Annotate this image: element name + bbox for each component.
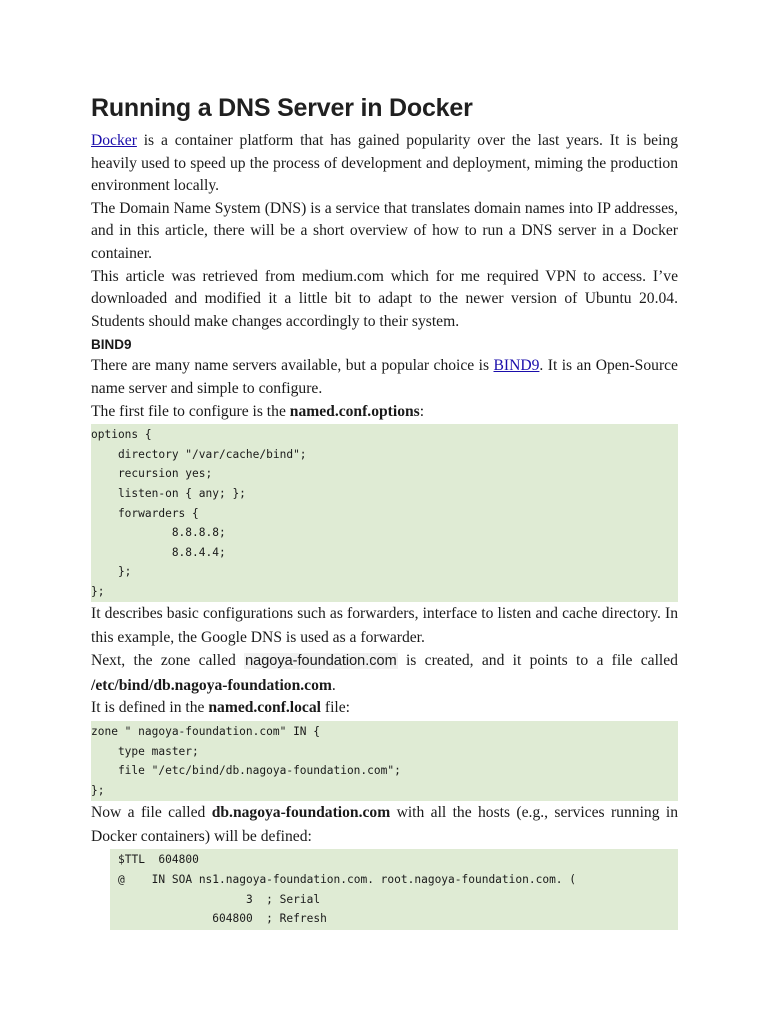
options-filename: named.conf.options	[289, 402, 420, 420]
local-text-before: It is defined in the	[91, 699, 209, 717]
page-title: Running a DNS Server in Docker	[91, 94, 473, 122]
docker-link[interactable]: Docker	[91, 132, 137, 149]
options-description: It describes basic configurations such as forwarders, interface to listen and cache directory. In this example, the Google DNS is used as a forwarder.	[91, 605, 678, 646]
zone-text-after: .	[331, 676, 336, 694]
db-intro-paragraph	[91, 801, 678, 848]
zone-inline-code: nagoya-foundation.com	[245, 653, 397, 670]
section-heading-bind9: BIND9	[91, 337, 132, 353]
code-block-db-zone-file: $TTL 604800 @ IN SOA ns1.nagoya-foundation.com. root.nagoya-foundation.com. ( 3 ; Serial 604800 ; Refresh	[110, 849, 678, 929]
zone-paragraph	[91, 649, 678, 697]
local-intro-paragraph	[91, 697, 678, 720]
bind9-text-before: There are many name servers available, but a popular choice is	[91, 357, 494, 375]
zone-file-path: /etc/bind/db.nagoya-foundation.com	[91, 676, 332, 694]
intro-text-1: is a container platform that has gained popularity over the last years. It is being heavily used to speed up the process of development and deployment, miming the production environment locally.	[91, 132, 678, 195]
bind9-text-after: . It is an Open-Source name server and simple to configure.	[91, 357, 678, 397]
intro-paragraph-3: This article was retrieved from medium.com which for me required VPN to access. I’ve downloaded and modified it a little bit to adapt to the newer version of Ubuntu 20.04. Students should make changes accordingly to their system.	[91, 267, 678, 330]
bind9-link[interactable]: BIND9	[493, 357, 540, 375]
code-block-named-conf-local: zone " nagoya-foundation.com" IN { type master; file "/etc/bind/db.nagoya-foundation.com"; };	[91, 721, 678, 801]
db-text-after: with all the hosts (e.g., services running in Docker containers) will be defined:	[91, 804, 678, 845]
options-intro-colon: :	[419, 402, 425, 420]
code-block-named-conf-options: options { directory "/var/cache/bind"; recursion yes; listen-on { any; }; forwarders { 8.8.8.8; 8.8.4.4; }; };	[91, 424, 678, 602]
intro-paragraph-1	[91, 130, 678, 198]
db-text-before: Now a file called	[91, 804, 212, 822]
zone-text-before: Next, the zone called	[91, 652, 245, 670]
db-filename: db.nagoya-foundation.com	[211, 804, 391, 822]
zone-text-middle: is created, and it points to a file called	[397, 652, 678, 670]
local-text-after: file:	[320, 699, 350, 717]
bind9-paragraph-2	[91, 401, 678, 424]
article	[91, 92, 678, 930]
intro-paragraph-2: The Domain Name System (DNS) is a service that translates domain names into IP addresses, and in this article, there will be a short overview of how to run a DNS server in a Docker container.	[91, 199, 678, 262]
local-filename: named.conf.local	[208, 699, 321, 717]
bind9-paragraph-1	[91, 355, 678, 400]
options-intro-text: The first file to configure is the	[91, 402, 290, 420]
